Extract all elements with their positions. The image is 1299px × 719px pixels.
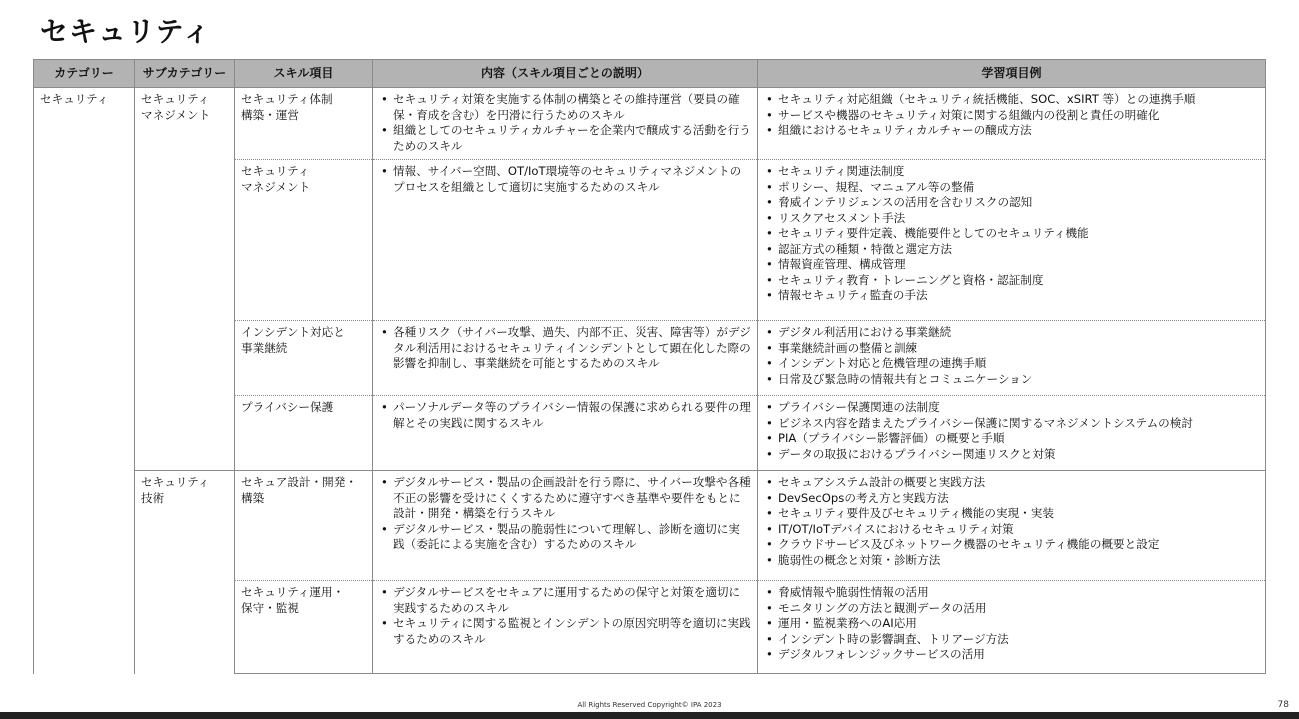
- description-item: • パーソナルデータ等のプライバシー情報の保護に求められる要件の理解とその実践に関するスキル: [379, 400, 751, 431]
- description-item: • デジタルサービスをセキュアに運用するための保守と対策を適切に実践するためのスキル: [379, 585, 751, 616]
- example-item: • 脅威情報や脆弱性情報の活用: [764, 585, 1259, 601]
- skill-cell: セキュリティ体制 構築・運営: [235, 88, 373, 160]
- skill-cell: セキュリティ マネジメント: [235, 160, 373, 321]
- example-item: • PIA（プライバシー影響評価）の概要と手順: [764, 431, 1259, 447]
- example-item: • 情報セキュリティ監査の手法: [764, 288, 1259, 304]
- copyright-text: All Rights Reserved Copyright© IPA 2023: [577, 701, 722, 709]
- page-number: 78: [1277, 700, 1289, 710]
- example-item: • セキュリティ要件定義、機能要件としてのセキュリティ機能: [764, 226, 1259, 242]
- header-description: 内容（スキル項目ごとの説明）: [373, 60, 758, 88]
- description-cell: [373, 321, 758, 396]
- examples-cell: [758, 160, 1266, 321]
- examples-cell: [758, 88, 1266, 160]
- description-cell: [373, 396, 758, 471]
- example-item: • セキュリティ対応組織（セキュリティ統括機能、SOC、xSIRT 等）との連携手順: [764, 92, 1259, 108]
- example-item: • ポリシー、規程、マニュアル等の整備: [764, 180, 1259, 196]
- table-header-row: [34, 60, 1266, 88]
- example-item: • サービスや機器のセキュリティ対策に関する組織内の役割と責任の明確化: [764, 108, 1259, 124]
- example-item: • セキュアシステム設計の概要と実践方法: [764, 475, 1259, 491]
- description-cell: [373, 160, 758, 321]
- example-item: • デジタルフォレンジックサービスの活用: [764, 647, 1259, 663]
- category-cell: セキュリティ: [34, 88, 135, 674]
- example-item: • セキュリティ関連法制度: [764, 164, 1259, 180]
- description-cell: [373, 471, 758, 581]
- example-item: • インシデント対応と危機管理の連携手順: [764, 356, 1259, 372]
- example-item: • モニタリングの方法と観測データの活用: [764, 601, 1259, 617]
- description-item: • デジタルサービス・製品の脆弱性について理解し、診断を適切に実践（委託による実施を含む）するためのスキル: [379, 522, 751, 553]
- description-item: • デジタルサービス・製品の企画設計を行う際に、サイバー攻撃や各種不正の影響を受けにくくするために遵守すべき基準や要件をもとに設計・開発・構築を行うスキル: [379, 475, 751, 522]
- header-examples: 学習項目例: [758, 60, 1266, 88]
- examples-cell: [758, 396, 1266, 471]
- example-item: • IT/OT/IoTデバイスにおけるセキュリティ対策: [764, 522, 1259, 538]
- header-subcategory: サブカテゴリー: [135, 60, 235, 88]
- description-cell: [373, 88, 758, 160]
- example-item: • 組織におけるセキュリティカルチャーの醸成方法: [764, 123, 1259, 139]
- example-item: • 日常及び緊急時の情報共有とコミュニケーション: [764, 372, 1259, 388]
- subcategory-cell: セキュリティ マネジメント: [135, 88, 235, 471]
- subcategory-cell: セキュリティ 技術: [135, 471, 235, 674]
- example-item: • セキュリティ教育・トレーニングと資格・認証制度: [764, 273, 1259, 289]
- description-item: • 各種リスク（サイバー攻撃、過失、内部不正、災害、障害等）がデジタル利活用におけるセキュリティインシデントとして顕在化した際の影響を抑制し、事業継続を可能とするためのスキル: [379, 325, 751, 372]
- header-skill: スキル項目: [235, 60, 373, 88]
- skill-cell: プライバシー保護: [235, 396, 373, 471]
- skills-table: [33, 59, 1266, 674]
- description-item: • セキュリティ対策を実施する体制の構築とその維持運営（要員の確保・育成を含む）を円滑に行うためのスキル: [379, 92, 751, 123]
- example-item: • インシデント時の影響調査、トリアージ方法: [764, 632, 1259, 648]
- examples-cell: [758, 471, 1266, 581]
- example-item: • プライバシー保護関連の法制度: [764, 400, 1259, 416]
- example-item: • リスクアセスメント手法: [764, 211, 1259, 227]
- footer-bar: [0, 712, 1299, 719]
- example-item: • 運用・監視業務へのAI応用: [764, 616, 1259, 632]
- description-item: • 情報、サイバー空間、OT/IoT環境等のセキュリティマネジメントのプロセスを組織として適切に実施するためのスキル: [379, 164, 751, 195]
- description-item: • 組織としてのセキュリティカルチャーを企業内で醸成する活動を行うためのスキル: [379, 123, 751, 154]
- example-item: • クラウドサービス及びネットワーク機器のセキュリティ機能の概要と設定: [764, 537, 1259, 553]
- skill-cell: セキュリティ運用・ 保守・監視: [235, 581, 373, 674]
- example-item: • 脆弱性の概念と対策・診断方法: [764, 553, 1259, 569]
- example-item: • データの取扱におけるプライバシー関連リスクと対策: [764, 447, 1259, 463]
- example-item: • 脅威インテリジェンスの活用を含むリスクの認知: [764, 195, 1259, 211]
- examples-cell: [758, 581, 1266, 674]
- header-category: カテゴリー: [34, 60, 135, 88]
- description-item: • セキュリティに関する監視とインシデントの原因究明等を適切に実践するためのスキル: [379, 616, 751, 647]
- example-item: • 事業継続計画の整備と訓練: [764, 341, 1259, 357]
- example-item: • デジタル利活用における事業継続: [764, 325, 1259, 341]
- example-item: • セキュリティ要件及びセキュリティ機能の実現・実装: [764, 506, 1259, 522]
- skill-cell: インシデント対応と 事業継続: [235, 321, 373, 396]
- example-item: • 認証方式の種類・特徴と選定方法: [764, 242, 1259, 258]
- table-row: [34, 471, 1266, 581]
- example-item: • 情報資産管理、構成管理: [764, 257, 1259, 273]
- examples-cell: [758, 321, 1266, 396]
- skill-cell: セキュア設計・開発・ 構築: [235, 471, 373, 581]
- page-title: セキュリティ: [40, 15, 212, 48]
- example-item: • DevSecOpsの考え方と実践方法: [764, 491, 1259, 507]
- description-cell: [373, 581, 758, 674]
- example-item: • ビジネス内容を踏まえたプライバシー保護に関するマネジメントシステムの検討: [764, 416, 1259, 432]
- table-row: [34, 88, 1266, 160]
